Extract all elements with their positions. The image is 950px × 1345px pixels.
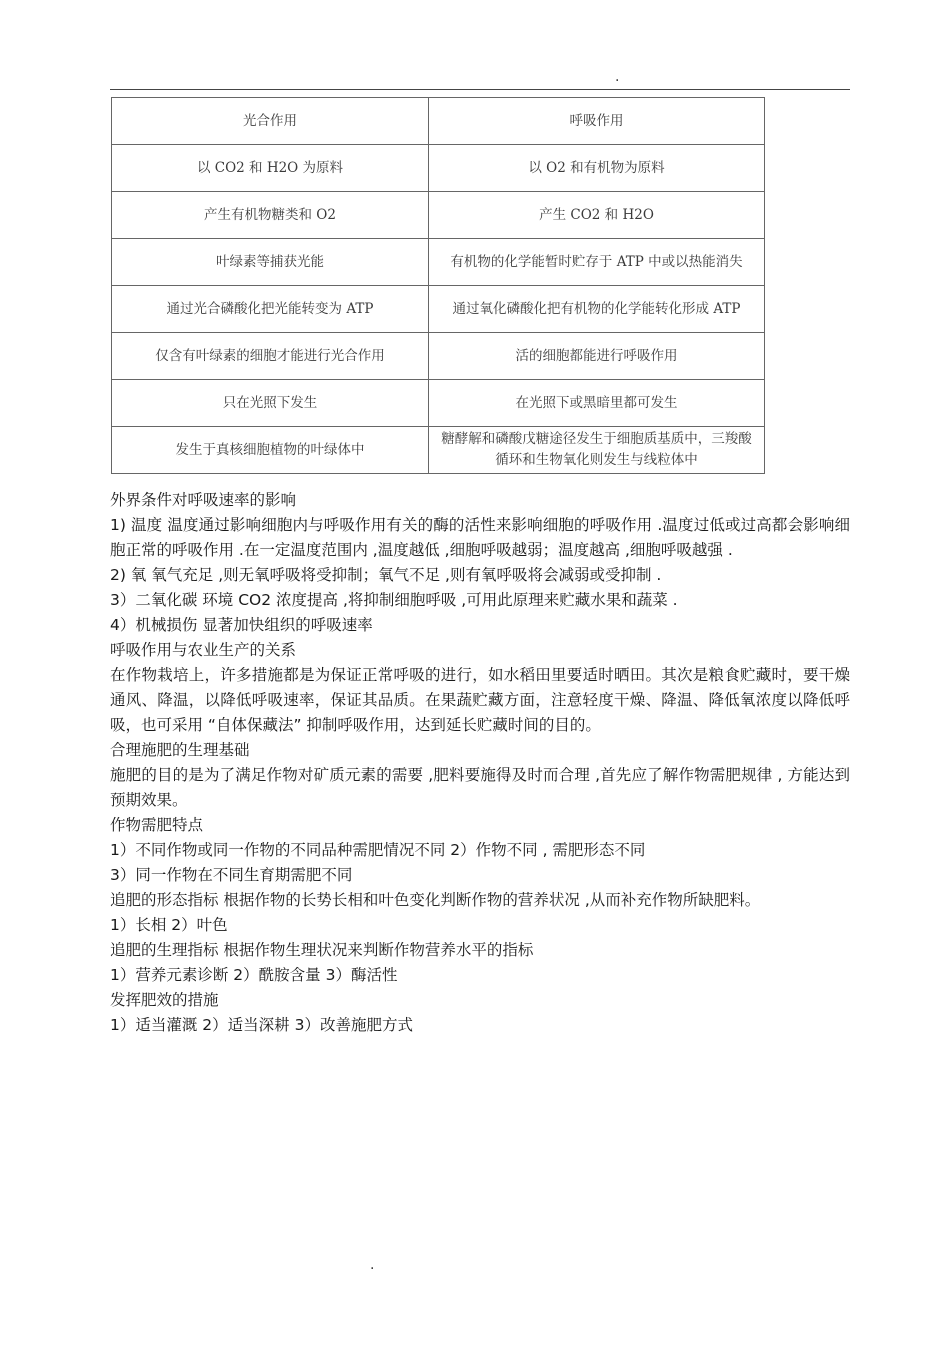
paragraph: 施肥的目的是为了满足作物对矿质元素的需要 ,肥料要施得及时而合理 ,首先应了解作物需肥规律 , 方能达到预期效果。 <box>110 766 850 809</box>
table-cell: 产生 CO2 和 H2O <box>429 192 765 239</box>
section-heading: 呼吸作用与农业生产的关系 <box>110 641 297 659</box>
header-mark: . <box>615 69 620 85</box>
paragraph: 4）机械损伤 显著加快组织的呼吸速率 <box>110 616 373 634</box>
paragraph: 1）适当灌溉 2）适当深耕 3）改善施肥方式 <box>110 1016 413 1034</box>
paragraph: 2) 氧 氧气充足 ,则无氧呼吸将受抑制；氧气不足 ,则有氧呼吸将会减弱或受抑制 . <box>110 566 662 584</box>
table-row <box>112 380 765 427</box>
table-row <box>112 286 765 333</box>
table-cell: 通过氧化磷酸化把有机物的化学能转化形成 ATP <box>429 286 765 333</box>
footer-mark: . <box>370 1257 375 1273</box>
body-text <box>110 488 850 1038</box>
table-row <box>112 145 765 192</box>
paragraph: 1）长相 2）叶色 <box>110 916 228 934</box>
table-cell: 以 O2 和有机物为原料 <box>429 145 765 192</box>
table-cell: 在光照下或黑暗里都可发生 <box>429 380 765 427</box>
header-rule <box>110 89 850 90</box>
table-row <box>112 239 765 286</box>
paragraph: 3）二氧化碳 环境 CO2 浓度提高 ,将抑制细胞呼吸 ,可用此原理来贮藏水果和蔬菜 . <box>110 591 678 609</box>
table-row <box>112 427 765 474</box>
section-heading: 合理施肥的生理基础 <box>110 741 250 759</box>
table-cell: 活的细胞都能进行呼吸作用 <box>429 333 765 380</box>
section-heading: 发挥肥效的措施 <box>110 991 219 1009</box>
paragraph: 追肥的形态指标 根据作物的长势长相和叶色变化判断作物的营养状况 ,从而补充作物所缺肥料。 <box>110 891 761 909</box>
table-row <box>112 192 765 239</box>
table-cell: 有机物的化学能暂时贮存于 ATP 中或以热能消失 <box>429 239 765 286</box>
table-cell: 仅含有叶绿素的细胞才能进行光合作用 <box>112 333 429 380</box>
paragraph: 追肥的生理指标 根据作物生理状况来判断作物营养水平的指标 <box>110 941 534 959</box>
comparison-table <box>111 97 765 474</box>
table-cell: 糖酵解和磷酸戊糖途径发生于细胞质基质中，三羧酸循环和生物氧化则发生与线粒体中 <box>429 427 765 474</box>
table-cell: 呼吸作用 <box>429 98 765 145</box>
paragraph: 3）同一作物在不同生育期需肥不同 <box>110 866 353 884</box>
paragraph: 1）不同作物或同一作物的不同品种需肥情况不同 2）作物不同 , 需肥形态不同 <box>110 841 646 859</box>
table-row <box>112 98 765 145</box>
paragraph: 1) 温度 温度通过影响细胞内与呼吸作用有关的酶的活性来影响细胞的呼吸作用 .温度过低或过高都会影响细胞正常的呼吸作用 .在一定温度范围内 ,温度越低 ,细胞呼吸越弱；温度越高 ,细胞呼吸越强 . <box>110 516 850 559</box>
paragraph: 在作物栽培上，许多措施都是为保证正常呼吸的进行，如水稻田里要适时晒田。其次是粮食贮藏时，要干燥通风、降温，以降低呼吸速率，保证其品质。在果蔬贮藏方面，注意轻度干燥、降温、降低氧浓度以降低呼吸，也可采用 “自体保藏法” 抑制呼吸作用，达到延长贮藏时间的目的。 <box>110 666 850 734</box>
section-heading: 外界条件对呼吸速率的影响 <box>110 491 297 509</box>
table-cell: 只在光照下发生 <box>112 380 429 427</box>
table-row <box>112 333 765 380</box>
paragraph: 1）营养元素诊断 2）酰胺含量 3）酶活性 <box>110 966 398 984</box>
table-cell: 以 CO2 和 H2O 为原料 <box>112 145 429 192</box>
section-heading: 作物需肥特点 <box>110 816 204 834</box>
table-cell: 产生有机物糖类和 O2 <box>112 192 429 239</box>
table-cell: 通过光合磷酸化把光能转变为 ATP <box>112 286 429 333</box>
table-cell: 发生于真核细胞植物的叶绿体中 <box>112 427 429 474</box>
table-cell: 叶绿素等捕获光能 <box>112 239 429 286</box>
table-cell: 光合作用 <box>112 98 429 145</box>
